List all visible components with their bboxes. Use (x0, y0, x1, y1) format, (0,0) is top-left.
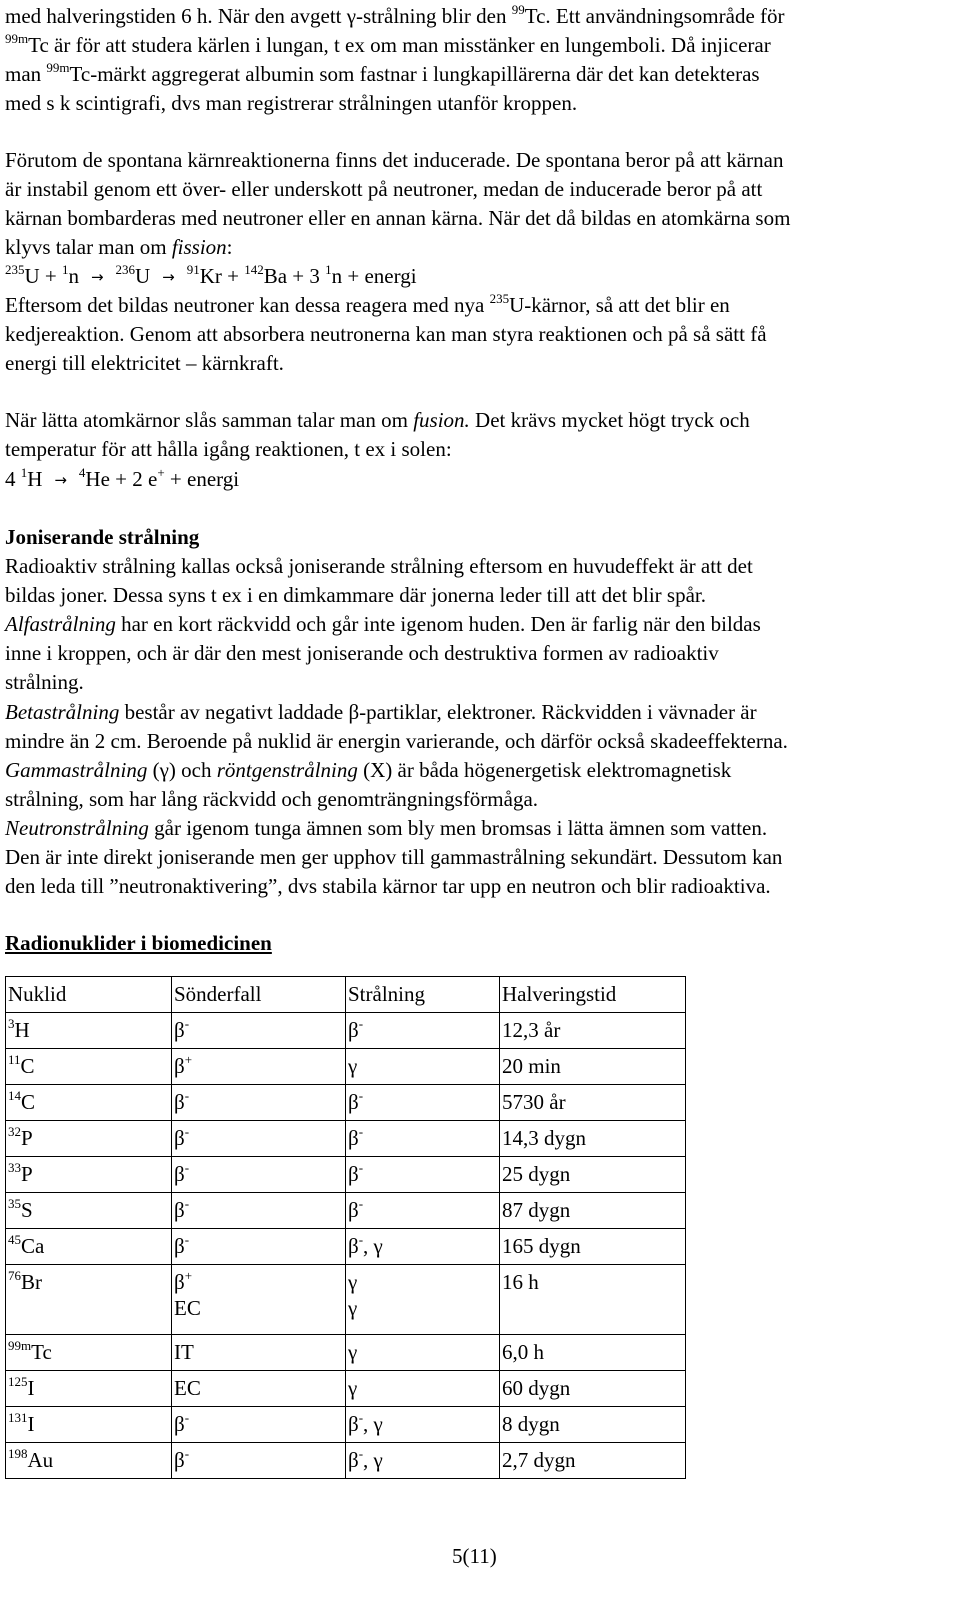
radiation-cell (346, 1443, 500, 1479)
p1-line-3 (5, 61, 760, 87)
superscript: - (358, 1232, 364, 1247)
emphasis: Betastrålning (5, 700, 120, 724)
radiation-cell (346, 1407, 500, 1443)
nuclide-cell (6, 1407, 172, 1443)
text: β (174, 1018, 185, 1042)
nuclide-cell (6, 1121, 172, 1157)
text: n + energi (331, 264, 417, 288)
s1-line-2: bildas joner. Dessa syns t ex i en dimkammare där jonerna leder till att det blir spår. (5, 583, 706, 607)
text: Tc är för att studera kärlen i lungan, t ex om man misstänker en lungemboli. Då injicerar (28, 33, 771, 57)
s1-line-10 (5, 815, 767, 841)
text: består av negativt laddade β-partiklar, elektroner. Räckvidden i vävnader är (119, 700, 757, 724)
superscript: 3 (8, 1016, 15, 1031)
text: β (348, 1018, 359, 1042)
superscript: 4 (78, 465, 86, 480)
superscript: - (184, 1410, 190, 1425)
text: U + (24, 264, 63, 288)
superscript: - (184, 1088, 190, 1103)
text: + energi (164, 467, 240, 491)
table-row (6, 1335, 686, 1371)
header-cell: Nuklid (6, 977, 172, 1013)
superscript: - (184, 1016, 190, 1031)
text: γ (348, 1054, 358, 1078)
radiation-cell (346, 1013, 500, 1049)
text: 8 dygn (502, 1412, 560, 1436)
nuclide-cell (6, 1335, 172, 1371)
text: β (174, 1090, 185, 1114)
superscript: - (184, 1446, 190, 1461)
text: EC (174, 1376, 201, 1400)
s1-line-6 (5, 699, 757, 725)
decay-cell (172, 1049, 346, 1085)
superscript: + (184, 1268, 193, 1283)
text: : (226, 235, 233, 259)
arrow-right-icon: → (54, 471, 67, 489)
superscript: 235 (5, 262, 25, 277)
superscript: - (184, 1232, 190, 1247)
superscript: - (184, 1196, 190, 1211)
radiation-cell (346, 1121, 500, 1157)
nuclide-cell (6, 1013, 172, 1049)
emphasis: röntgenstrålning (216, 758, 358, 782)
text: γ (348, 1340, 358, 1364)
superscript: - (358, 1446, 364, 1461)
radionuclide-table (5, 976, 686, 1479)
text: U (135, 264, 156, 288)
superscript: 1 (20, 465, 28, 480)
superscript: 14 (8, 1088, 21, 1103)
text: β (174, 1126, 185, 1150)
text: Au (27, 1448, 54, 1472)
text: Ca (21, 1234, 45, 1258)
half-life-cell (500, 1085, 686, 1121)
decay-cell (172, 1013, 346, 1049)
text: Ba + 3 (263, 264, 326, 288)
decay-cell (172, 1193, 346, 1229)
superscript: - (358, 1196, 364, 1211)
superscript: 236 (115, 262, 136, 277)
superscript: 11 (8, 1052, 21, 1067)
text: 16 h (502, 1270, 539, 1294)
text: har en kort räckvidd och går inte igenom huden. Den är farlig när den bildas (115, 612, 761, 636)
radiation-cell (346, 1229, 500, 1265)
decay-cell (172, 1407, 346, 1443)
half-life-cell (500, 1371, 686, 1407)
s1-line-9: strålning, som har lång räckvidd och genomträngningsförmåga. (5, 787, 539, 811)
superscript: - (358, 1410, 364, 1425)
text: β (348, 1412, 359, 1436)
text: 5730 år (502, 1090, 566, 1114)
s1-line-5: strålning. (5, 670, 84, 694)
p3-line-2: temperatur för att hålla igång reaktionen, t ex i solen: (5, 437, 452, 461)
text: β (348, 1090, 359, 1114)
decay-cell (172, 1443, 346, 1479)
text: β (174, 1162, 185, 1186)
nuclide-cell (6, 1157, 172, 1193)
superscript: 198 (8, 1446, 28, 1461)
half-life-cell (500, 1407, 686, 1443)
half-life-cell (500, 1443, 686, 1479)
text: β (174, 1448, 185, 1472)
emphasis: fusion. (413, 408, 470, 432)
emphasis: Alfastrålning (5, 612, 116, 636)
nuclide-cell (6, 1443, 172, 1479)
text: 4 (5, 467, 21, 491)
half-life-cell (500, 1121, 686, 1157)
p2-line-4 (5, 234, 233, 260)
nuclide-cell (6, 1049, 172, 1085)
superscript: 1 (62, 262, 69, 277)
superscript: 32 (8, 1124, 21, 1139)
half-life-cell (500, 1335, 686, 1371)
radiation-cell (346, 1265, 500, 1335)
text: går igenom tunga ämnen som bly men bromsas i lätta ämnen som vatten. (148, 816, 768, 840)
text: 60 dygn (502, 1376, 571, 1400)
superscript: 142 (244, 262, 264, 277)
text: 165 dygn (502, 1234, 581, 1258)
text: β (174, 1412, 185, 1436)
nuclide-cell (6, 1085, 172, 1121)
s1-line-8 (5, 757, 731, 783)
text: β (174, 1198, 185, 1222)
table-row (6, 1229, 686, 1265)
text: EC (174, 1296, 201, 1320)
superscript: - (358, 1160, 364, 1175)
p3-line-1 (5, 407, 750, 433)
decay-cell (172, 1335, 346, 1371)
table-row (6, 1049, 686, 1085)
half-life-cell (500, 1049, 686, 1085)
fusion-equation (5, 466, 239, 492)
text: He + 2 e (85, 467, 158, 491)
header-cell: Halveringstid (500, 977, 686, 1013)
text: I (27, 1376, 35, 1400)
radiation-cell (346, 1371, 500, 1407)
nuclide-cell (6, 1265, 172, 1335)
superscript: 99m (5, 31, 29, 46)
text: β (174, 1270, 185, 1294)
table-row (6, 1157, 686, 1193)
text: γ (348, 1296, 358, 1320)
arrow-right-icon: → (162, 268, 175, 286)
text: n (68, 264, 85, 288)
fission-equation (5, 263, 417, 289)
decay-cell (172, 1229, 346, 1265)
header-cell: Strålning (346, 977, 500, 1013)
text: H (14, 1018, 30, 1042)
table-row (6, 1407, 686, 1443)
text: När lätta atomkärnor slås samman talar man om (5, 408, 414, 432)
text: γ (348, 1376, 358, 1400)
table-row (6, 1121, 686, 1157)
half-life-cell (500, 1229, 686, 1265)
text: U-kärnor, så att det blir en (509, 293, 730, 317)
text: , γ (363, 1234, 383, 1258)
nuclide-cell (6, 1371, 172, 1407)
text: med halveringstiden 6 h. När den avgett γ-strålning blir den (5, 4, 512, 28)
section-heading-radionuclides: Radionuklider i biomedicinen (5, 931, 272, 955)
text: Br (21, 1270, 42, 1294)
text: (X) är båda högenergetisk elektromagnetisk (357, 758, 732, 782)
text: klyvs talar man om (5, 235, 172, 259)
text: Kr + (199, 264, 245, 288)
nuclide-cell (6, 1229, 172, 1265)
text: C (21, 1090, 36, 1114)
s1-line-3 (5, 611, 761, 637)
text: β (348, 1198, 359, 1222)
decay-cell (172, 1157, 346, 1193)
text: S (21, 1198, 33, 1222)
radiation-cell (346, 1085, 500, 1121)
p2-line-8: energi till elektricitet – kärnkraft. (5, 351, 284, 375)
s1-line-7: mindre än 2 cm. Beroende på nuklid är energin varierande, och därför också skadeeffekterna. (5, 729, 788, 753)
half-life-cell (500, 1193, 686, 1229)
p2-line-1: Förutom de spontana kärnreaktionerna finns det inducerade. De spontana beror på att kärnan (5, 148, 784, 172)
emphasis: Neutronstrålning (5, 816, 149, 840)
radiation-cell (346, 1335, 500, 1371)
page-number: 5(11) (452, 1544, 497, 1568)
text: Tc (31, 1340, 52, 1364)
table-row (6, 1193, 686, 1229)
superscript: 99m (8, 1338, 32, 1353)
text: C (20, 1054, 35, 1078)
superscript: 45 (8, 1232, 21, 1247)
decay-cell (172, 1265, 346, 1335)
superscript: - (358, 1124, 364, 1139)
s1-line-4: inne i kroppen, och är där den mest joniserande och destruktiva formen av radioaktiv (5, 641, 719, 665)
superscript: + (184, 1052, 193, 1067)
superscript: - (358, 1088, 364, 1103)
s1-line-1: Radioaktiv strålning kallas också joniserande strålning eftersom en huvudeffekt är att det (5, 554, 753, 578)
text: , γ (363, 1448, 383, 1472)
section-heading-ionizing: Joniserande strålning (5, 525, 200, 549)
text: 20 min (502, 1054, 561, 1078)
radiation-cell (346, 1049, 500, 1085)
superscript: - (184, 1160, 190, 1175)
arrow-right-icon: → (90, 268, 104, 286)
p2-line-7: kedjereaktion. Genom att absorbera neutronerna kan man styra reaktionen och på så sätt få (5, 322, 767, 346)
half-life-cell (500, 1265, 686, 1335)
p1-line-2 (5, 32, 771, 58)
decay-cell (172, 1371, 346, 1407)
text: Tc-märkt aggregerat albumin som fastnar i lungkapillärerna där det kan detekteras (69, 62, 760, 86)
superscript: 235 (489, 291, 510, 306)
half-life-cell (500, 1157, 686, 1193)
decay-cell (172, 1085, 346, 1121)
text: β (348, 1448, 359, 1472)
text: 87 dygn (502, 1198, 571, 1222)
superscript: - (184, 1124, 190, 1139)
superscript: 131 (8, 1410, 28, 1425)
text: 25 dygn (502, 1162, 571, 1186)
superscript: 99m (46, 60, 70, 75)
text: Eftersom det bildas neutroner kan dessa reagera med nya (5, 293, 490, 317)
text: 14,3 dygn (502, 1126, 586, 1150)
text: 6,0 h (502, 1340, 544, 1364)
table-row (6, 1085, 686, 1121)
text: IT (174, 1340, 194, 1364)
superscript: 91 (186, 262, 200, 277)
header-cell: Sönderfall (172, 977, 346, 1013)
text: P (21, 1126, 33, 1150)
emphasis: fission (171, 235, 227, 259)
superscript: - (358, 1016, 364, 1031)
text: 2,7 dygn (502, 1448, 576, 1472)
text: (γ) och (147, 758, 217, 782)
p1-line-4: med s k scintigrafi, dvs man registrerar strålningen utanför kroppen. (5, 91, 578, 115)
text: , γ (363, 1412, 383, 1436)
text: man (5, 62, 47, 86)
text: β (348, 1234, 359, 1258)
text: H (27, 467, 48, 491)
nuclide-cell (6, 1193, 172, 1229)
text: β (174, 1054, 185, 1078)
superscript: 76 (8, 1268, 21, 1283)
s1-line-11: Den är inte direkt joniserande men ger upphov till gammastrålning sekundärt. Dessutom kan (5, 845, 783, 869)
superscript: 125 (8, 1374, 28, 1389)
radiation-cell (346, 1193, 500, 1229)
table-header-row (6, 977, 686, 1013)
decay-cell (172, 1121, 346, 1157)
radiation-cell (346, 1157, 500, 1193)
text: γ (348, 1270, 358, 1294)
table-row (6, 1443, 686, 1479)
table-row (6, 1013, 686, 1049)
superscript: 33 (8, 1160, 21, 1175)
table-body (6, 1013, 686, 1479)
superscript: 35 (8, 1196, 21, 1211)
text: I (27, 1412, 35, 1436)
text: β (348, 1162, 359, 1186)
text: β (348, 1126, 359, 1150)
half-life-cell (500, 1013, 686, 1049)
p2-line-2: är instabil genom ett över- eller underskott på neutroner, medan de inducerade beror på att (5, 177, 763, 201)
table-row (6, 1371, 686, 1407)
emphasis: Gammastrålning (5, 758, 148, 782)
p2-line-6 (5, 292, 730, 318)
text: β (174, 1234, 185, 1258)
text: 12,3 år (502, 1018, 561, 1042)
text: Tc. Ett användningsområde för (524, 4, 785, 28)
text: Det krävs mycket högt tryck och (469, 408, 750, 432)
text: P (21, 1162, 33, 1186)
p2-line-3: kärnan bombarderas med neutroner eller en annan kärna. När det då bildas en atomkärna som (5, 206, 791, 230)
s1-line-12: den leda till ”neutronaktivering”, dvs stabila kärnor tar upp en neutron och blir radioaktiva. (5, 874, 771, 898)
table-row (6, 1265, 686, 1335)
superscript: + (157, 465, 165, 480)
superscript: 99 (511, 2, 525, 17)
superscript: 1 (325, 262, 332, 277)
p1-line-1 (5, 3, 785, 29)
